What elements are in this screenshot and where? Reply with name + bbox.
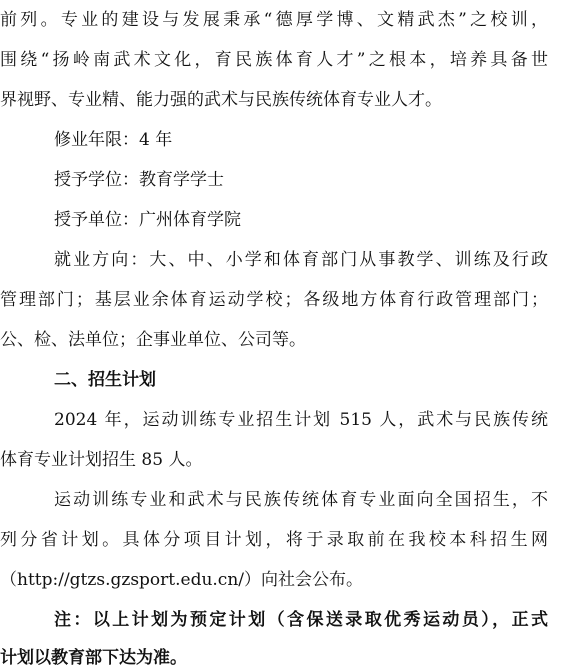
degree-line: 授予学位：教育学学士	[54, 170, 224, 190]
national-line-2: 列分省计划。具体分项目计划，将于录取前在我校本科招生网	[0, 530, 548, 550]
intro-line-2: 围绕“扬岭南武术文化，育民族体育人才”之根本，培养具备世	[0, 50, 548, 70]
note-line-2: 计划以教育部下达为准。	[0, 648, 187, 668]
intro-line-1: 前列。专业的建设与发展秉承“德厚学博、文精武杰”之校训，	[0, 10, 548, 30]
employment-line-1: 就业方向：大、中、小学和体育部门从事教学、训练及行政	[54, 250, 548, 270]
duration-line: 修业年限：4 年	[54, 130, 173, 150]
intro-line-3: 界视野、专业精、能力强的武术与民族传统体育专业人才。	[0, 90, 442, 110]
plan-line-1: 2024 年，运动训练专业招生计划 515 人，武术与民族传统	[54, 410, 548, 430]
employment-line-3: 公、检、法单位；企事业单位、公司等。	[0, 330, 306, 350]
institution-line: 授予单位：广州体育学院	[54, 210, 241, 230]
section-heading: 二、招生计划	[54, 370, 156, 390]
employment-line-2: 管理部门；基层业余体育运动学校；各级地方体育行政管理部门；	[0, 290, 548, 310]
note-line-1: 注：以上计划为预定计划（含保送录取优秀运动员），正式	[54, 610, 548, 630]
national-line-1: 运动训练专业和武术与民族传统体育专业面向全国招生，不	[54, 490, 548, 510]
plan-line-2: 体育专业计划招生 85 人。	[0, 450, 203, 470]
national-line-3: （http://gtzs.gzsport.edu.cn/）向社会公布。	[0, 570, 364, 590]
